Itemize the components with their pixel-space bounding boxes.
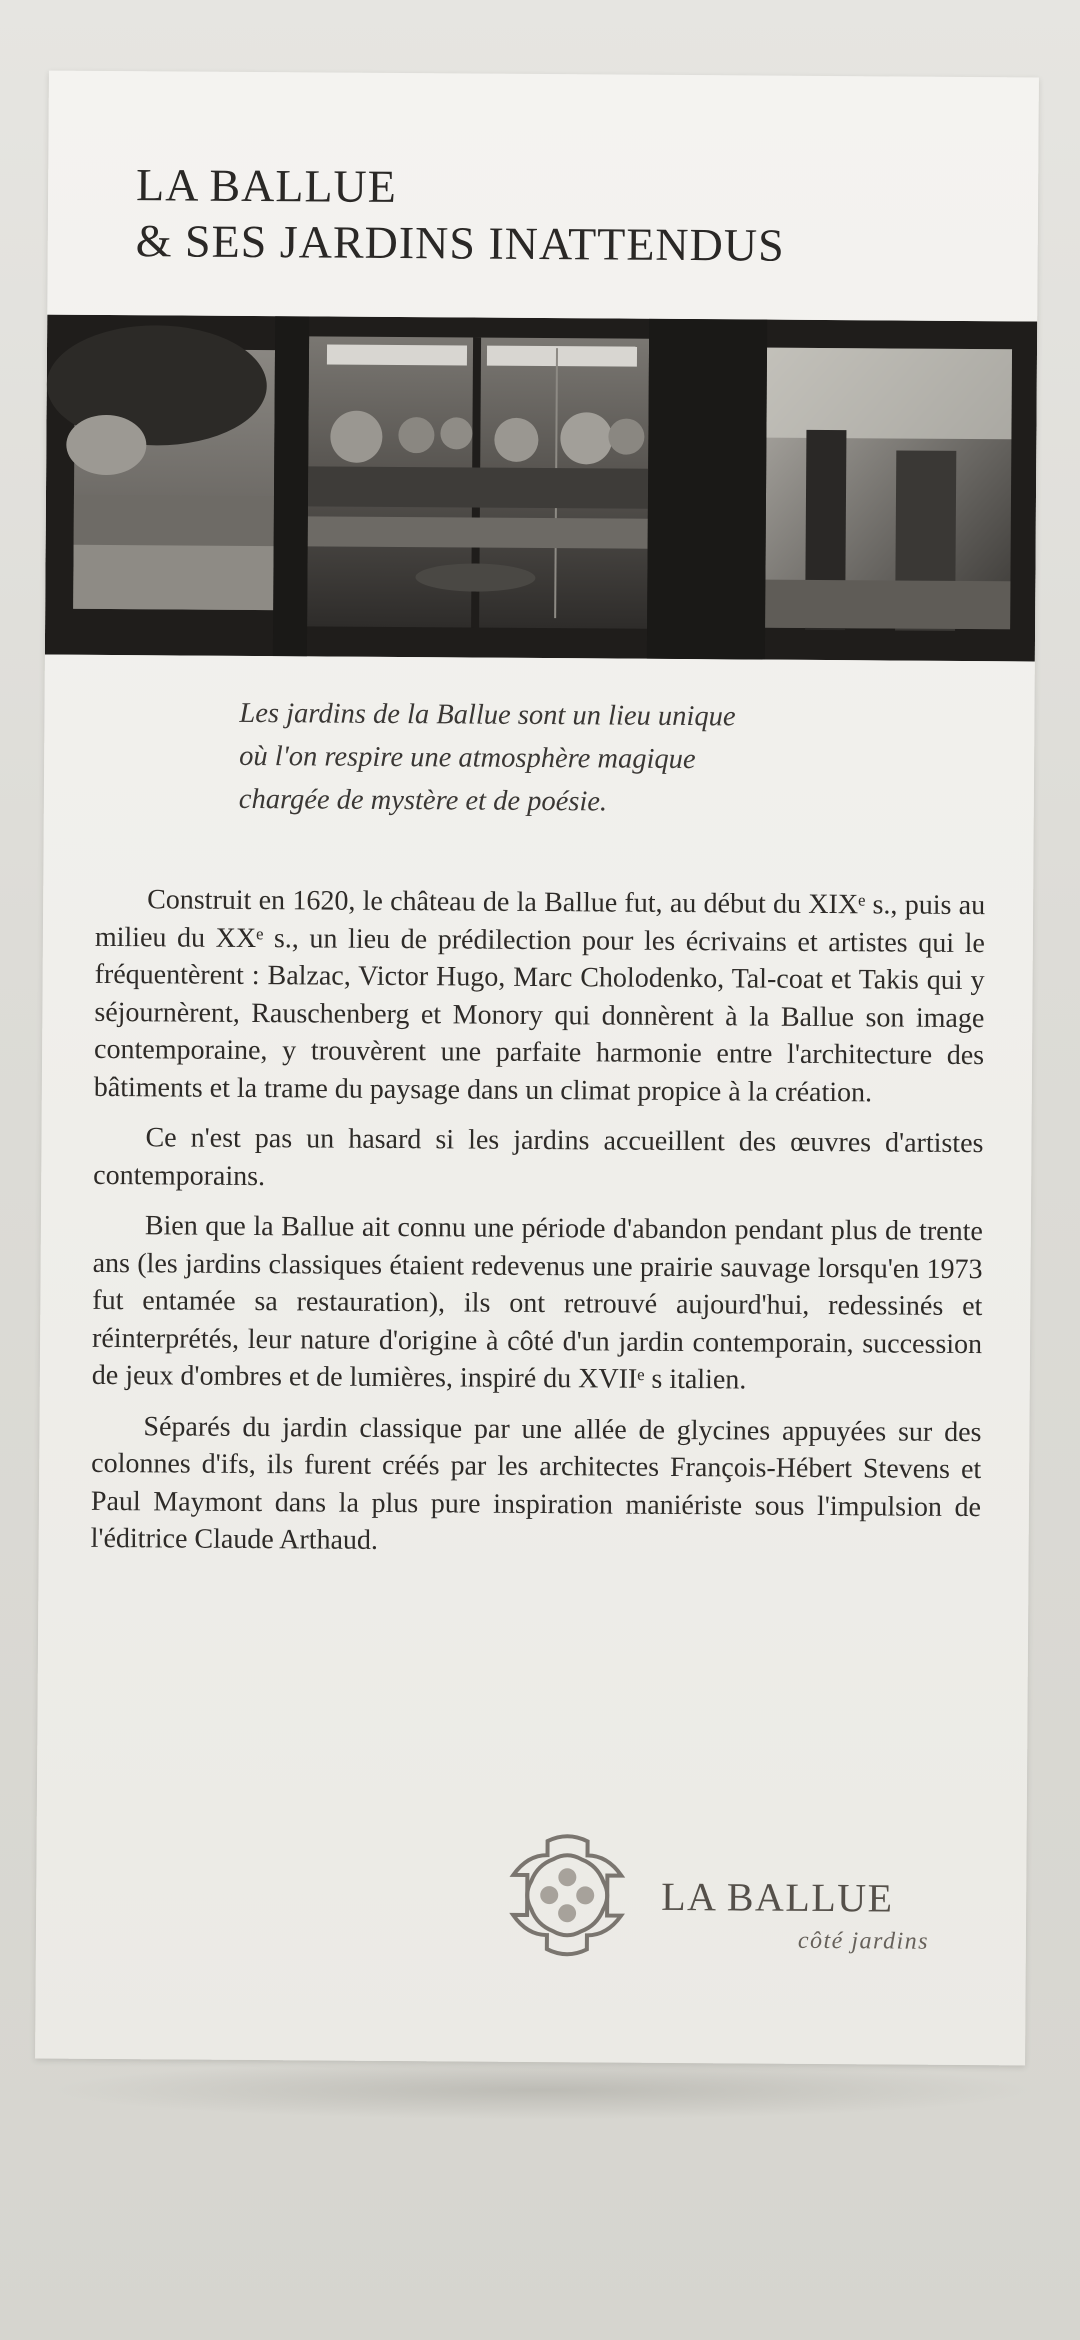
garden-brochure [35,71,1039,2066]
leaflet-shadow [42,2060,1042,2120]
garden-photo-strip [45,315,1037,662]
paragraph-artists: Ce n'est pas un hasard si les jardins accueillent des œuvres d'artistes contemporains. [93,1122,984,1192]
paragraph-restoration: Bien que la Ballue ait connu une période d'abandon pendant plus de trente ans (les jardins classiques étaient redevenus une prairie sauvage lorsqu'en 1973 fut entamée sa restauration), ils ont retrouvé aujourd'hui, redessinés et réinterprétés, leur nature d'origine à côté d'un jardin contemporain, succession de jeux d'ombres et de lumières, inspiré du XVIIᵉ s italien. [91,1210,983,1396]
intro-line-2: où l'on respire une atmosphère magique [239,740,696,776]
quatrefoil-garden-emblem-icon [501,1829,634,1962]
intro-quote [239,692,940,826]
brochure-title [136,157,786,274]
intro-line-1: Les jardins de la Ballue sont un lieu unique [239,697,736,733]
intro-line-3: chargée de mystère et de poésie. [238,783,608,818]
logo-name: LA BALLUE [661,1873,894,1921]
paragraph-history: Construit en 1620, le château de la Ballue fut, au début du XIXᵉ s., puis au milieu du XXᵉ s., un lieu de prédilection pour les écrivains et artistes qui le fréquentèrent : Balzac, Victor Hugo, Marc Cholodenko, Tal-coat et Takis qui y séjournèrent, Rauschenberg et Monory qui donnèrent à la Ballue son image contemporaine, y trouvèrent une parfaite harmonie entre l'architecture des bâtiments et la trame du paysage dans un climat propice à la création. [93,884,986,1108]
title-line-2: & SES JARDINS INATTENDUS [135,215,785,271]
logo-subtitle: côté jardins [797,1927,930,1955]
title-line-1: LA BALLUE [135,159,398,212]
paragraph-architects: Séparés du jardin classique par une allée de glycines appuyées sur des colonnes d'ifs, ils furent créés par les architectes François-Hébert Stevens et Paul Maymont dans la plus pure inspiration maniériste sous l'impulsion de l'éditrice Claude Arthaud. [90,1410,982,1556]
history-text [90,881,985,1577]
